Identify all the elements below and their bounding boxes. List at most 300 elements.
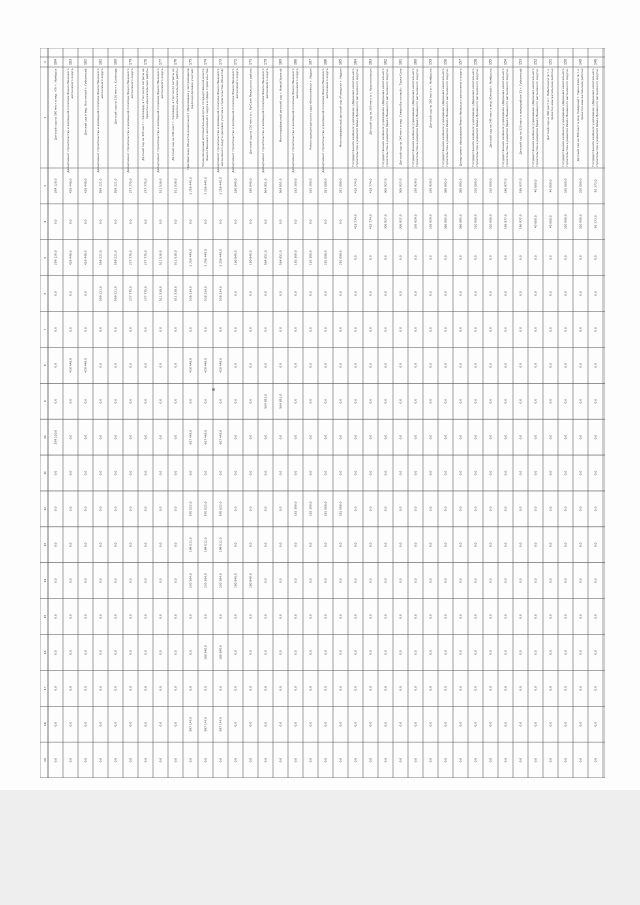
cell-value: 0,0 [233,219,238,225]
cell-value: 196 977,0 [518,178,523,194]
row-number: 181 [98,58,103,66]
cell-value: 0,0 [188,470,193,476]
cell-value: 0,0 [428,542,433,548]
row-number: 177 [158,58,163,66]
cell-value: 0,0 [278,757,283,763]
cell-value: 0,0 [428,685,433,691]
cell-value: 0,0 [353,470,358,476]
cell-value: 0,0 [113,578,118,583]
cell-value: 0,0 [53,614,58,619]
cell-value: 306 927,0 [398,214,403,230]
scan-background [0,790,640,905]
row-number: 176 [173,58,178,66]
cell-value: 0,0 [173,578,178,583]
cell-value: 0,0 [503,542,508,548]
cell-value: 564 851,0 [278,393,283,409]
cell-value: 0,0 [158,327,163,332]
cell-value: 0,0 [98,542,103,548]
cell-value: 0,0 [473,363,478,368]
row-number: 163 [368,58,373,66]
cell-value: 667 445,0 [203,429,208,445]
cell-value: 0,0 [368,542,373,548]
cell-value: 0,0 [323,578,328,583]
cell-value: 0,0 [83,650,88,655]
cell-value: 3 256 445,0 [188,248,193,267]
cell-value: 0,0 [113,219,118,225]
cell-value: 0,0 [518,685,523,691]
cell-value: 0,0 [98,614,103,619]
cell-value: 0,0 [593,434,598,440]
cell-value: 0,0 [503,327,508,332]
cell-value: 0,0 [113,327,118,332]
table-row [399,59,403,762]
cell-value: 0,0 [548,650,553,655]
cell-value: 0,0 [413,506,418,512]
cell-value: 183 300,0 [293,250,298,266]
column-number: 4 [43,220,47,223]
cell-value: 0,0 [518,506,523,512]
cell-value: 336 929,0 [428,214,433,230]
cell-value: 0,0 [323,327,328,332]
cell-value: 0,0 [503,685,508,691]
cell-value: 0,0 [593,578,598,583]
cell-value: 0,0 [488,470,493,476]
cell-value: 0,0 [263,327,268,332]
cell-value: 0,0 [233,650,238,655]
cell-value: 0,0 [113,685,118,691]
cell-value: 0,0 [323,470,328,476]
cell-value: 0,0 [353,650,358,655]
cell-value: 0,0 [143,721,148,727]
row-number: 184 [53,58,58,66]
cell-value: 0,0 [128,327,133,332]
cell-value: 0,0 [443,291,448,296]
cell-value: 0,0 [533,434,538,440]
cell-value: 0,0 [413,327,418,332]
cell-value: 180 840,0 [203,645,208,660]
cell-value: 564 851,0 [263,178,268,194]
cell-value: 428 448,0 [83,357,88,373]
cell-value: 196 977,0 [518,214,523,230]
cell-value: 0,0 [53,721,58,727]
cell-value: 0,0 [458,578,463,583]
cell-value: 0,0 [248,757,253,763]
cell-value: 0,0 [83,470,88,476]
cell-value: 0,0 [53,219,58,225]
table-row [156,59,164,762]
cell-value: 0,0 [53,506,58,512]
table-row [231,59,239,762]
cell-value: 0,0 [473,398,478,404]
cell-value: 0,0 [488,578,493,583]
cell-value: 0,0 [443,327,448,332]
cell-value: 0,0 [338,398,343,404]
cell-value: 0,0 [428,363,433,368]
cell-value: 0,0 [158,470,163,476]
cell-value: 0,0 [368,470,373,476]
cell-value: 0,0 [533,291,538,296]
table-row [291,59,299,762]
cell-value: 0,0 [593,255,598,261]
cell-value: 0,0 [128,650,133,655]
cell-value: 0,0 [503,506,508,512]
cell-value: 0,0 [308,542,313,548]
row-number: 174 [203,58,208,66]
row-number: 148 [593,58,598,66]
cell-value: 0,0 [203,327,208,332]
cell-value: 0,0 [563,434,568,440]
cell-value: 277 775,0 [143,286,148,301]
cell-value: 0,0 [248,685,253,691]
cell-value: 564 851,0 [263,393,268,409]
row-name: Департамент строительства и жилищной политики Ямало-Ненецкогоавтономного округа [65,68,75,173]
cell-value: 0,0 [548,757,553,763]
cell-value: 0,0 [248,650,253,655]
cell-value: 0,0 [233,614,238,619]
cell-value: 306 927,0 [383,178,388,194]
cell-value: 0,0 [128,578,133,583]
row-name: Департамент строительства и жилищной политики Ямало-Ненецкогоавтономного округа [155,68,165,173]
cell-value: 0,0 [278,542,283,548]
cell-value: 0,0 [563,685,568,691]
cell-value: 0,0 [428,434,433,440]
row-number: 169 [278,58,283,66]
row-name: Государственное казённое учреждение «Дирекция капитальногостроительства и развития Ямало-Ненецкого автономного округа» [560,68,570,168]
cell-value: 0,0 [578,363,583,368]
cell-value: 0,0 [308,650,313,655]
cell-value: 0,0 [263,542,268,548]
cell-value: 0,0 [128,506,133,512]
cell-value: 277 775,0 [128,286,133,301]
cell-value: 0,0 [53,470,58,476]
cell-value: 511 538,0 [158,250,163,266]
row-name: Детский сад в мкр. Восточный г. Губкинский [83,68,88,136]
cell-value: 0,0 [53,578,58,583]
cell-value: 0,0 [383,255,388,261]
table-row [546,59,554,762]
cell-value: 0,0 [533,614,538,619]
table-row [216,59,224,762]
cell-value: 0,0 [383,291,388,296]
cell-value: 40 000,0 [548,179,553,193]
cell-value: 0,0 [578,578,583,583]
cell-value: 0,0 [263,363,268,368]
cell-value: 0,0 [158,434,163,440]
cell-value: 0,0 [533,578,538,583]
row-number: 162 [383,58,388,66]
column-number: 11 [43,471,47,475]
cell-value: 0,0 [278,219,283,225]
cell-value: 0,0 [128,685,133,691]
table-row [351,59,359,762]
cell-value: 0,0 [548,721,553,727]
cell-value: 0,0 [398,506,403,512]
cell-value: 0,0 [548,255,553,261]
cell-value: 0,0 [563,363,568,368]
cell-value: 0,0 [473,685,478,691]
cell-value: 0,0 [473,542,478,548]
cell-value: 0,0 [368,578,373,583]
cell-value: 0,0 [548,398,553,404]
cell-value: 0,0 [368,614,373,619]
row-name: Государственное казённое учреждение «Дирекция капитальногостроительства и развития Ямало-Ненецкого автономного округа» [410,68,420,168]
cell-value: 0,0 [83,685,88,691]
cell-value: 0,0 [98,434,103,440]
cell-value: 0,0 [203,470,208,476]
cell-value: 0,0 [218,685,223,691]
cell-value: 0,0 [548,327,553,332]
cell-value: 0,0 [248,398,253,404]
column-number: 18 [43,722,47,726]
cell-value: 428 448,0 [68,357,73,373]
cell-value: 0,0 [113,434,118,440]
cell-value: 0,0 [308,470,313,476]
cell-value: 0,0 [233,506,238,512]
row-number: 180 [113,58,118,66]
cell-value: 0,0 [503,614,508,619]
cell-value: 0,0 [488,614,493,619]
cell-value: 428 448,0 [68,178,73,194]
cell-value: 0,0 [338,219,343,225]
cell-value: 0,0 [278,327,283,332]
row-number: 165 [338,58,343,66]
cell-value: 386 893,0 [458,214,463,230]
cell-value: 0,0 [443,721,448,727]
cell-value: 0,0 [173,650,178,655]
cell-value: 0,0 [158,578,163,583]
cell-value: 0,0 [563,650,568,655]
cell-value: 0,0 [98,363,103,368]
cell-value: 564 851,0 [278,178,283,194]
cell-value: 0,0 [458,650,463,655]
cell-value: 0,0 [533,650,538,655]
cell-value: 0,0 [413,614,418,619]
cell-value: 0,0 [413,363,418,368]
cell-value: 0,0 [218,614,223,619]
cell-value: 0,0 [443,650,448,655]
cell-value: 0,0 [518,327,523,332]
cell-value: 196 977,0 [503,214,508,230]
cell-value: 0,0 [233,685,238,691]
cell-value: 0,0 [428,650,433,655]
cell-value: 0,0 [308,578,313,583]
cell-value: 0,0 [173,685,178,691]
table-row [114,59,118,762]
cell-value: 0,0 [68,219,73,225]
cell-value: 0,0 [503,757,508,763]
cell-value: 0,0 [113,614,118,619]
cell-value: 0,0 [503,363,508,368]
cell-value: 0,0 [428,398,433,404]
cell-value: 0,0 [83,542,88,548]
row-name: Департамент строительства и жилищной политики Ямало-Ненецкогоавтономного округа [230,68,240,173]
cell-value: 0,0 [188,614,193,619]
cell-value: 3 256 445,0 [203,177,208,195]
cell-value: 180 840,0 [218,645,223,660]
cell-value: 0,0 [113,398,118,404]
cell-value: 386 893,0 [458,178,463,194]
cell-value: 0,0 [548,685,553,691]
cell-value: 0,0 [278,470,283,476]
cell-value: 0,0 [443,578,448,583]
row-name: Государственное казённое учреждение «Дирекция капитальногостроительства и развития Ямало-Ненецкого автономного округа» [530,68,540,168]
cell-value: 0,0 [188,327,193,332]
cell-value: 0,0 [518,614,523,619]
cell-value: 386 893,0 [443,178,448,194]
row-name: Департамент строительства и жилищной политики Ямало-Ненецкогоавтономного округа [95,68,105,173]
cell-value: 0,0 [428,578,433,583]
cell-value: 0,0 [143,363,148,368]
cell-value: 0,0 [398,398,403,404]
row-name: Многопрофильный детский сад «Ромашка» г. Надым [338,68,343,148]
row-name: Департамент строительства и жилищной политики Ямало-Ненецкогоавтономного округа (долевое участие в строительстве объектов) [215,68,225,173]
cell-value: 418 774,0 [353,214,358,230]
cell-value: 0,0 [308,614,313,619]
cell-value: 0,0 [353,578,358,583]
cell-value: 0,0 [158,542,163,548]
cell-value: 0,0 [368,685,373,691]
cell-value: 0,0 [428,255,433,261]
cell-value: 0,0 [518,650,523,655]
cell-value: 183 300,0 [293,501,298,517]
cell-value: 0,0 [173,542,178,548]
cell-value: 0,0 [68,542,73,548]
cell-value: 0,0 [338,363,343,368]
cell-value: 0,0 [398,685,403,691]
column-number: 13 [43,542,47,547]
cell-value: 0,0 [53,685,58,691]
cell-value: 0,0 [428,506,433,512]
cell-value: 0,0 [323,363,328,368]
cell-value: 559 221,0 [98,178,103,194]
table-row [369,59,373,762]
cell-value: 0,0 [98,650,103,655]
cell-value: 0,0 [458,542,463,548]
cell-value: 0,0 [443,363,448,368]
cell-value: 0,0 [533,327,538,332]
cell-value: 0,0 [548,470,553,476]
cell-value: 0,0 [458,470,463,476]
cell-value: 0,0 [113,542,118,548]
cell-value: 0,0 [383,721,388,727]
row-name: Уполномоченный исполнительный орган государственной властиЯмало-Ненецкого автономного округа в сфере строительства [200,68,210,167]
cell-value: 538 334,0 [218,286,223,301]
table-row [249,59,253,762]
cell-value: 0,0 [413,470,418,476]
cell-value: 0,0 [383,470,388,476]
cell-value: 0,0 [188,650,193,655]
cell-value: 0,0 [158,614,163,619]
cell-value: 0,0 [158,757,163,763]
cell-value: 0,0 [413,398,418,404]
cell-value: 180 840,0 [248,573,253,589]
cell-value: 0,0 [128,757,133,763]
cell-value: 0,0 [488,685,493,691]
cell-value: 0,0 [488,757,493,763]
cell-value: 0,0 [338,578,343,583]
cell-value: 559 221,0 [113,178,118,194]
cell-value: 0,0 [458,327,463,332]
cell-value: 277 775,0 [128,250,133,266]
cell-value: 0,0 [428,470,433,476]
cell-value: 0,0 [518,721,523,727]
cell-value: 0,0 [68,327,73,332]
cell-value: 0,0 [353,542,358,548]
cell-value: 0,0 [503,650,508,655]
cell-value: 0,0 [473,506,478,512]
row-name: Департамент строительства и жилищной политики Ямало-Ненецкогоавтономного округа [260,68,270,173]
row-number: 182 [83,58,88,66]
cell-value: 0,0 [113,721,118,727]
cell-value: 0,0 [128,219,133,225]
cell-value: 0,0 [143,757,148,763]
column-number: 10 [43,435,47,439]
cell-value: 0,0 [83,219,88,225]
cell-value: 0,0 [398,650,403,655]
cell-value: 199 011,0 [188,537,193,553]
cell-value: 0,0 [173,363,178,368]
cell-value: 0,0 [413,578,418,583]
cell-value: 0,0 [353,614,358,619]
cell-value: 0,0 [53,650,58,655]
table-row [576,59,584,762]
cell-value: 0,0 [503,398,508,404]
cell-value: 0,0 [368,757,373,763]
cell-value: 0,0 [98,721,103,727]
cell-value: 0,0 [128,398,133,404]
cell-value: 0,0 [563,578,568,583]
cell-value: 0,0 [458,757,463,763]
cell-value: 0,0 [248,614,253,619]
table-row [126,59,134,762]
cell-value: 0,0 [503,434,508,440]
cell-value: 0,0 [368,434,373,440]
cell-value: 386 893,0 [443,214,448,230]
cell-value: 0,0 [68,506,73,512]
cell-value: 0,0 [293,434,298,440]
table-row [171,59,179,762]
cell-value: 0,0 [83,434,88,440]
table-row [339,59,343,762]
cell-value: 92 373,0 [593,215,598,229]
cell-value: 0,0 [173,398,178,404]
cell-value: 0,0 [83,398,88,404]
cell-value: 0,0 [458,255,463,261]
cell-value: 0,0 [83,291,88,296]
row-number: 166 [323,58,328,66]
cell-value: 0,0 [293,542,298,548]
cell-value: 0,0 [338,291,343,296]
cell-value: 306 927,0 [398,178,403,194]
cell-value: 0,0 [143,506,148,512]
cell-value: 259 120,0 [53,429,58,445]
cell-value: 0,0 [593,327,598,332]
cell-value: 0,0 [518,255,523,261]
cell-value: 0,0 [83,614,88,619]
table-row [489,59,493,762]
cell-value: 0,0 [353,363,358,368]
cell-value: 511 538,0 [173,178,178,194]
row-name: Детский сад на 120 мест г. Салехард [113,68,118,124]
row-number: 153 [518,58,523,66]
cell-value: 0,0 [593,542,598,548]
row-name: Детский сад на 360 мест в мкр. «П» г. Ноябрьск [53,68,58,140]
cell-value: 320 000,0 [578,178,583,194]
cell-value: 0,0 [113,650,118,655]
cell-value: 0,0 [353,721,358,727]
cell-value: 428 448,0 [218,357,223,373]
cell-value: 0,0 [503,291,508,296]
